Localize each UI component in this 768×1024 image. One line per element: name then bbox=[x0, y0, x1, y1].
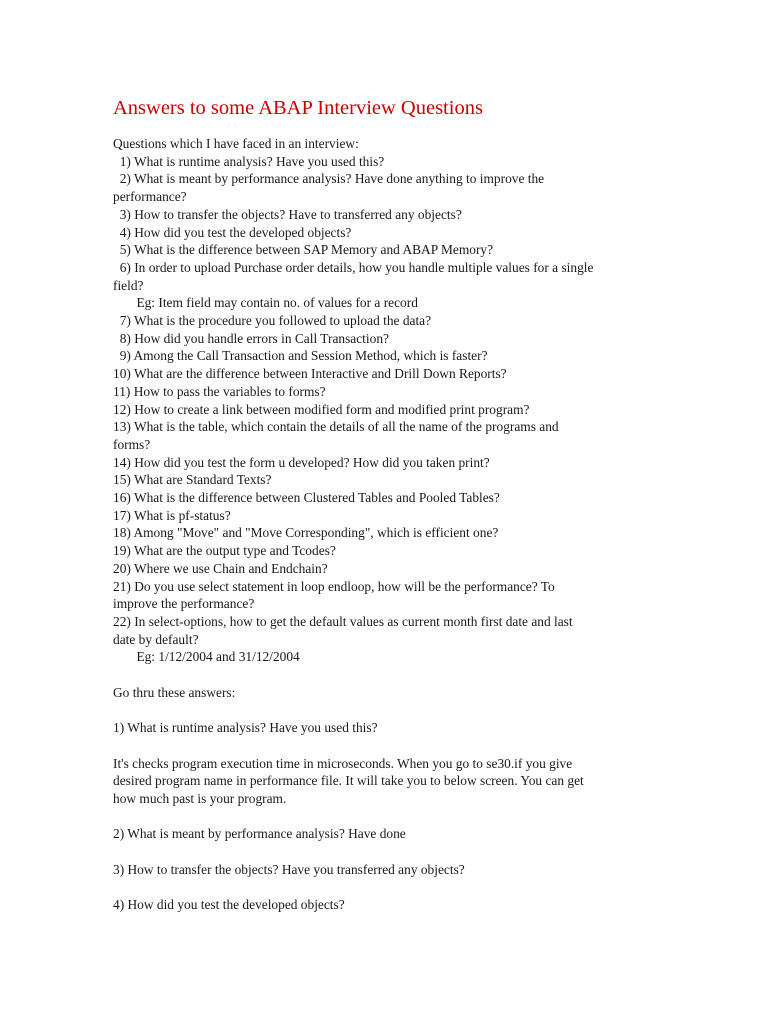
blank-line bbox=[113, 701, 653, 719]
text-line: 12) How to create a link between modified form and modified print program? bbox=[113, 401, 530, 417]
text-line: 15) What are Standard Texts? bbox=[113, 472, 272, 488]
text-line: improve the performance? bbox=[113, 596, 255, 612]
text-line: 1) What is runtime analysis? Have you used this? bbox=[113, 153, 385, 169]
text-line: 21) Do you use select statement in loop endloop, how will be the performance? To bbox=[113, 578, 555, 594]
text-line: 18) Among "Move" and "Move Corresponding", which is efficient one? bbox=[113, 525, 499, 541]
text-line: 1) What is runtime analysis? Have you used this? bbox=[113, 720, 378, 736]
text-line: field? bbox=[113, 277, 144, 293]
document-body bbox=[113, 135, 653, 914]
text-line: 16) What is the difference between Clustered Tables and Pooled Tables? bbox=[113, 490, 500, 506]
document-title: Answers to some ABAP Interview Questions bbox=[113, 97, 483, 119]
text-line: 22) In select-options, how to get the default values as current month first date and last bbox=[113, 613, 573, 629]
text-line: 7) What is the procedure you followed to upload the data? bbox=[113, 313, 432, 329]
text-line: 20) Where we use Chain and Endchain? bbox=[113, 560, 328, 576]
blank-line bbox=[113, 666, 653, 684]
text-line: 8) How did you handle errors in Call Transaction? bbox=[113, 330, 389, 346]
blank-line bbox=[113, 878, 653, 896]
document-page bbox=[113, 96, 653, 914]
text-line: 6) In order to upload Purchase order details, how you handle multiple values for a single bbox=[113, 259, 594, 275]
text-line: performance? bbox=[113, 189, 187, 205]
text-line: 3) How to transfer the objects? Have you transferred any objects? bbox=[113, 861, 465, 877]
text-line: 9) Among the Call Transaction and Session Method, which is faster? bbox=[113, 348, 488, 364]
text-line: 10) What are the difference between Interactive and Drill Down Reports? bbox=[113, 366, 507, 382]
text-line: 4) How did you test the developed objects? bbox=[113, 897, 345, 913]
text-line: date by default? bbox=[113, 631, 199, 647]
text-line: 4) How did you test the developed objects? bbox=[113, 224, 352, 240]
text-line: 13) What is the table, which contain the details of all the name of the programs and bbox=[113, 419, 559, 435]
text-line: Eg: 1/12/2004 and 31/12/2004 bbox=[113, 649, 300, 665]
text-line: how much past is your program. bbox=[113, 790, 287, 806]
text-line: 2) What is meant by performance analysis? Have done bbox=[113, 826, 406, 842]
text-line: 14) How did you test the form u developed? How did you taken print? bbox=[113, 454, 490, 470]
text-line: Go thru these answers: bbox=[113, 684, 236, 700]
text-line: It's checks program execution time in microseconds. When you go to se30.if you give bbox=[113, 755, 573, 771]
text-line: 19) What are the output type and Tcodes? bbox=[113, 543, 336, 559]
text-line: 17) What is pf-status? bbox=[113, 507, 231, 523]
text-line: Questions which I have faced in an interview: bbox=[113, 136, 359, 151]
text-line: 2) What is meant by performance analysis? Have done anything to improve the bbox=[113, 171, 545, 187]
blank-line bbox=[113, 843, 653, 861]
text-line: desired program name in performance file. It will take you to below screen. You can get bbox=[113, 773, 584, 789]
text-line: forms? bbox=[113, 436, 151, 452]
text-line: 3) How to transfer the objects? Have to transferred any objects? bbox=[113, 206, 462, 222]
blank-line bbox=[113, 808, 653, 826]
text-line: 5) What is the difference between SAP Memory and ABAP Memory? bbox=[113, 242, 494, 258]
blank-line bbox=[113, 737, 653, 755]
text-line: Eg: Item field may contain no. of values for a record bbox=[113, 295, 418, 311]
text-line: 11) How to pass the variables to forms? bbox=[113, 383, 326, 399]
